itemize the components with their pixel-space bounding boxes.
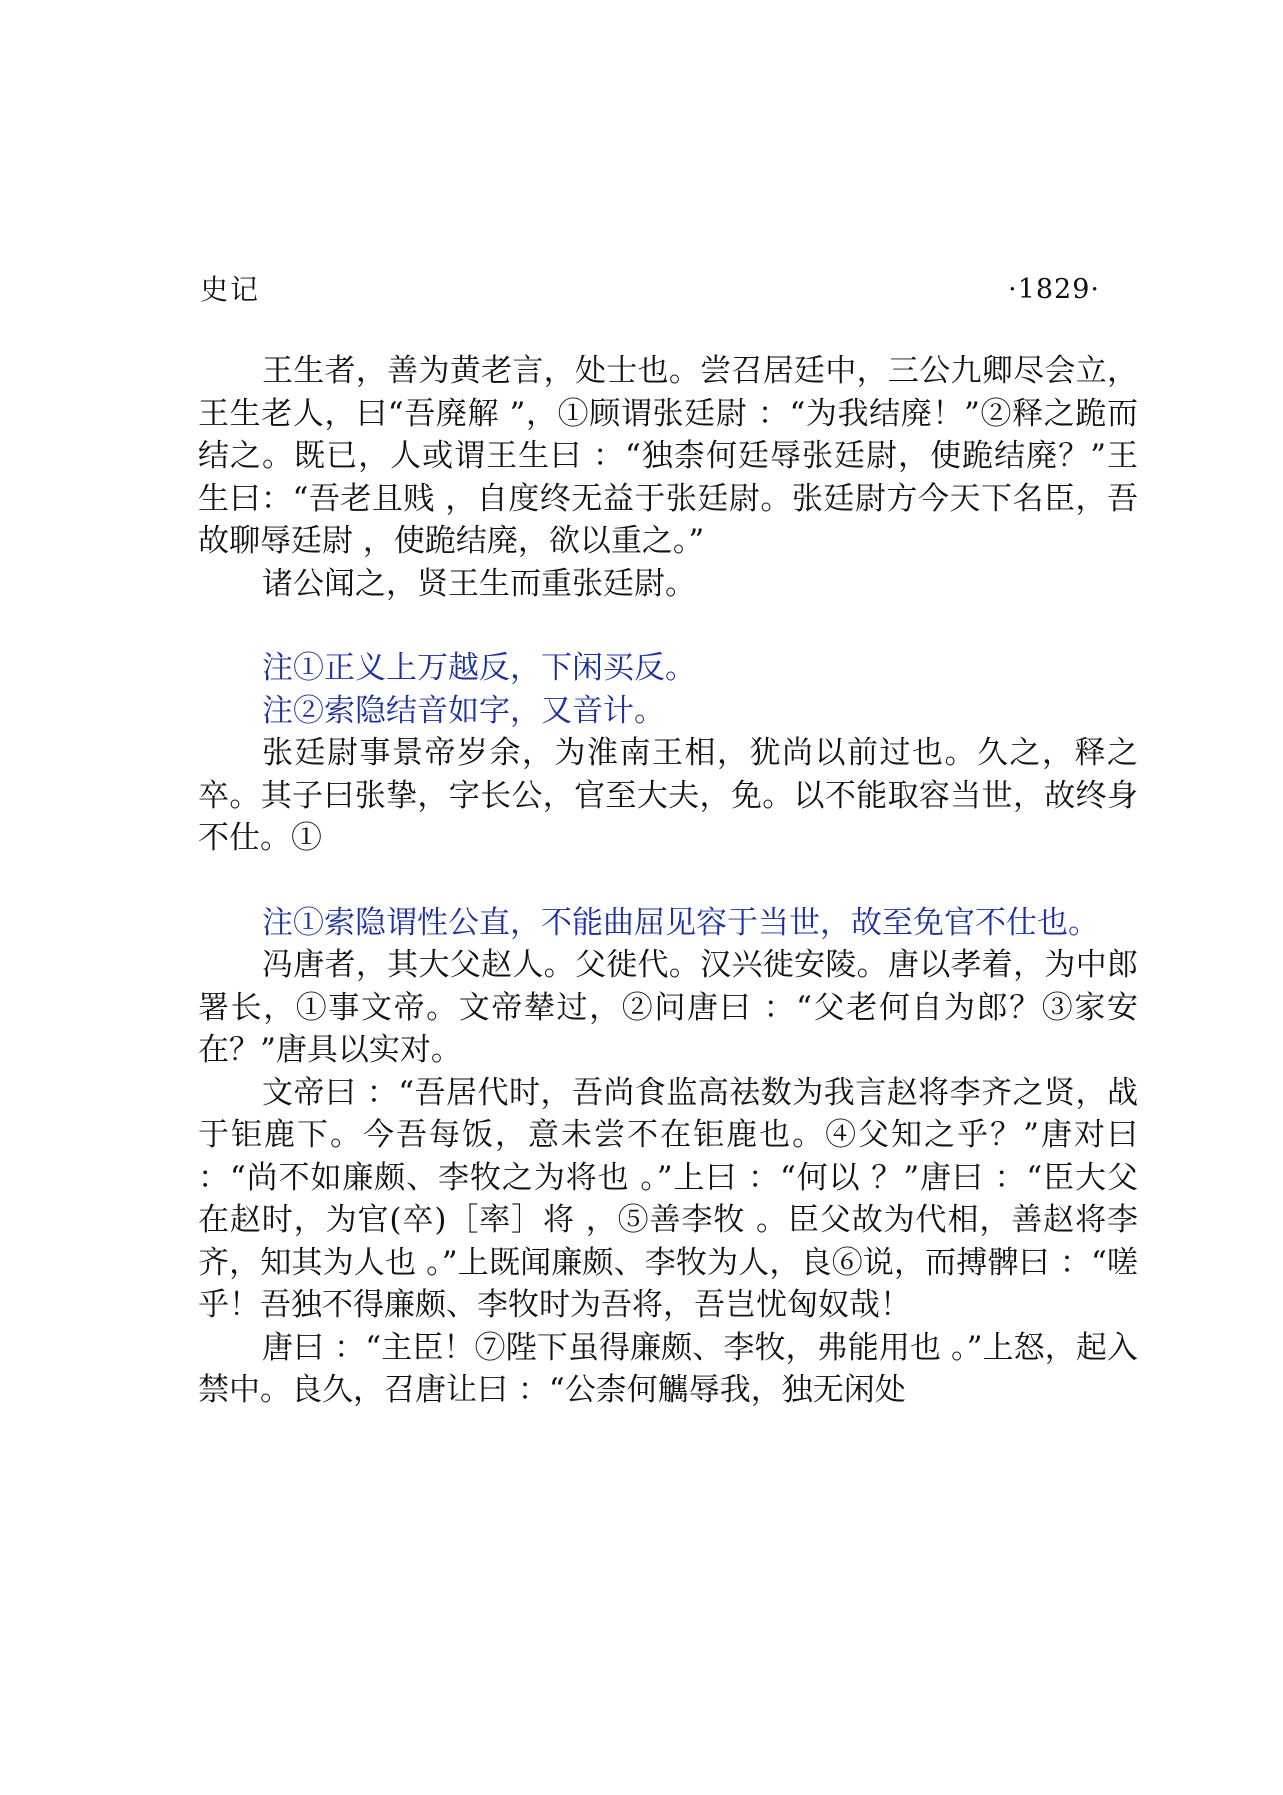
body-text <box>198 350 1138 1412</box>
annotation-3: 注①索隐谓性公直，不能曲屈见容于当世，故至免官不仕也。 <box>262 904 1099 941</box>
paragraph-wendi: 文帝曰 ：“吾居代时，吾尚食监高祛数为我言赵将李齐之贤，战于钜鹿下。今吾每饭，意未尝不在钜鹿也。④父知之乎？”唐对曰 ：“尚不如廉颇、李牧之为将也 。”上曰 ：“何以 ？”唐曰 ：“臣大父在赵时，为官(卒)［率］将 ，⑤善李牧 。臣父故为代相，善赵将李齐，知其为人也 。”上既闻廉颇、李牧为人，良⑥说，而搏髀曰 ：“嗟乎！吾独不得廉颇、李牧时为吾将，吾岂忧匈奴哉！ <box>198 1074 1138 1323</box>
paragraph-tang-yue: 唐曰 ：“主臣！⑦陛下虽得廉颇、李牧，弗能用也 。”上怒，起入禁中。良久，召唐让曰 ：“公柰何觽辱我，独无闲处 <box>198 1329 1138 1408</box>
paragraph-zhang-tingwei: 张廷尉事景帝岁余，为淮南王相，犹尚以前过也。久之，释之卒。其子曰张挚，字长公，官至大夫，免。以不能取容当世，故终身不仕。① <box>198 735 1138 856</box>
page-header <box>200 270 1100 310</box>
page-number: ·1829· <box>1008 274 1100 305</box>
annotation-2: 注②索隐结音如字，又音计。 <box>262 692 665 729</box>
section-gap <box>198 860 1138 902</box>
paragraph-wang-sheng: 王生者，善为黄老言，处士也。尝召居廷中，三公九卿尽会立，王生老人，曰“吾廃解 ”，①顾谓张廷尉 ：“为我结廃！”②释之跪而结之。既已，人或谓王生曰 ：“独柰何廷辱张廷尉，使跪结廃？”王生曰：“吾老且贱 ，自度终无益于张廷尉。张廷尉方今天下名臣，吾故聊辱廷尉 ，使跪结廃，欲以重之。” <box>198 353 1138 559</box>
annotation-1: 注①正义上万越反，下闲买反。 <box>262 650 696 686</box>
section-gap <box>198 605 1138 647</box>
paragraph-zhugong: 诸公闻之，贤王生而重张廷尉。 <box>262 565 696 602</box>
paragraph-feng-tang: 冯唐者，其大父赵人。父徙代。汉兴徙安陵。唐以孝着，为中郎署长，①事文帝。文帝辇过，②问唐曰 ：“父老何自为郎？③家安在？”唐具以实对。 <box>198 947 1138 1068</box>
book-title: 史记 <box>200 273 261 306</box>
